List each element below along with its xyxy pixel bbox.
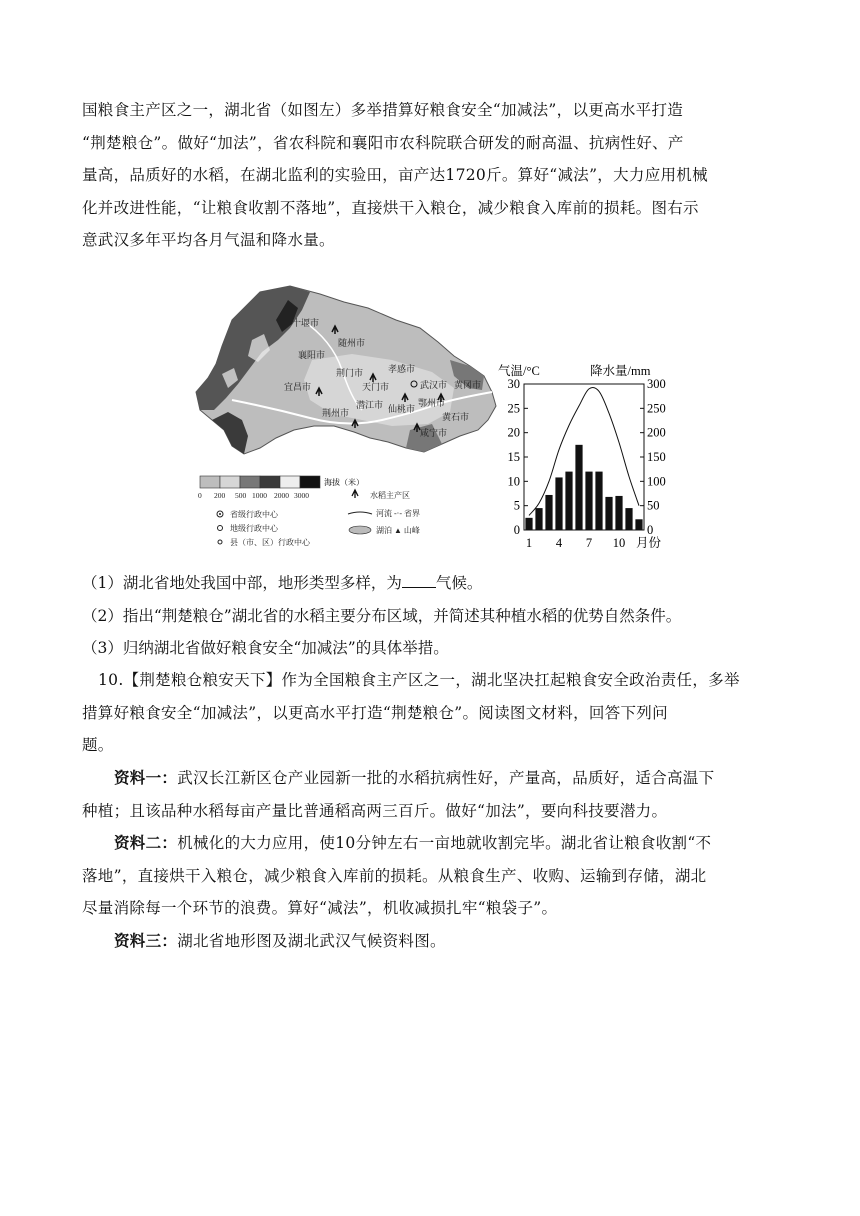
question-10 — [82, 664, 790, 762]
right-tick-label: 150 — [647, 450, 666, 464]
material-line: 机械化的大力应用，使10分钟左右一亩地就收割完毕。湖北省让粮食收割“不 — [177, 834, 712, 852]
legend-prefecture: 地级行政中心 — [230, 524, 278, 533]
intro-line: 量高，品质好的水稻，在湖北监利的实验田，亩产达1720斤。算好“减法”，大力应用机械 — [82, 166, 708, 184]
intro-line: “荆楚粮仓”。做好“加法”，省农科院和襄阳市农科院联合研发的耐高温、抗病性好、产 — [82, 133, 684, 152]
material-1-label: 资料一： — [114, 768, 178, 787]
precip-bar — [595, 472, 602, 530]
left-axis-label: 气温/°C — [498, 364, 540, 378]
right-tick-label: 250 — [647, 401, 666, 416]
right-tick-label: 100 — [647, 474, 666, 489]
precip-bar — [605, 497, 612, 530]
legend-elevation-tick: 2000 — [274, 491, 289, 500]
legend-provincial: 省级行政中心 — [230, 510, 278, 519]
city-label: 黄石市 — [442, 412, 470, 422]
city-label: 荆州市 — [322, 408, 350, 418]
figure-svg — [192, 280, 672, 555]
city-label: 仙桃市 — [388, 404, 416, 414]
legend-elevation-tick: 200 — [214, 491, 226, 500]
precip-bar — [585, 472, 592, 530]
left-tick-label: 10 — [507, 474, 520, 489]
intro-paragraph — [82, 94, 782, 257]
figure — [192, 280, 672, 559]
material-2 — [82, 827, 782, 925]
question-1-tail: 气候。 — [435, 574, 483, 592]
legend-elevation-tick: 0 — [198, 491, 202, 500]
x-axis-label: 月份 — [636, 536, 662, 550]
legend-river-border: 河流 -·- 省界 — [376, 509, 420, 518]
precip-bar — [615, 496, 622, 530]
question-2: （2）指出“荆楚粮仓”湖北省的水稻主要分布区域，并简述其种植水稻的优势自然条件。 — [82, 607, 682, 625]
precip-bars — [525, 445, 642, 530]
question-1-text: （1）湖北省地处我国中部，地形类型多样，为 — [82, 574, 402, 592]
city-label: 鄂州市 — [418, 398, 446, 408]
precip-bar — [565, 472, 572, 530]
city-label: 随州市 — [338, 338, 366, 348]
city-label: 武汉市 — [420, 380, 448, 390]
right-tick-label: 300 — [647, 377, 666, 391]
x-tick-label: 4 — [555, 536, 563, 550]
city-label: 天门市 — [362, 382, 390, 392]
left-tick-label: 20 — [507, 425, 520, 440]
x-tick-label: 1 — [525, 536, 533, 550]
left-ticks — [508, 377, 529, 537]
precip-bar — [535, 508, 542, 530]
material-1 — [82, 762, 782, 827]
legend-prefecture-symbol — [218, 526, 223, 531]
left-tick-label: 30 — [507, 377, 520, 391]
left-tick-label: 15 — [507, 450, 520, 464]
legend-county: 县（市、区）行政中心 — [230, 538, 310, 547]
q10-line: 题。 — [82, 736, 114, 754]
left-tick-label: 5 — [513, 498, 520, 513]
city-label: 宜昌市 — [284, 382, 312, 392]
precip-bar — [635, 519, 642, 530]
legend-elevation-tick: 3000 — [294, 491, 309, 500]
city-label: 黄冈市 — [454, 380, 482, 390]
x-tick-label: 7 — [585, 536, 593, 550]
precip-bar — [545, 495, 552, 530]
precip-bar — [575, 445, 582, 530]
material-3 — [82, 925, 782, 958]
legend-rice: 水稻主产区 — [370, 491, 410, 500]
material-line: 种植；且该品种水稻每亩产量比普通稻高两三百斤。做好“加法”，要向科技要潜力。 — [82, 801, 668, 820]
q10-line: 措算好粮食安全“加减法”，以更高水平打造“荆楚粮仓”。阅读图文材料，回答下列问 — [82, 703, 668, 722]
right-tick-label: 0 — [647, 523, 654, 537]
material-line: 武汉长江新区仓产业园新一批的水稻抗病性好，产量高，品质好，适合高温下 — [177, 769, 715, 787]
legend-elevation-tick: 500 — [235, 491, 247, 500]
material-2-label: 资料二： — [114, 833, 178, 852]
answer-blank[interactable] — [402, 573, 436, 588]
precip-bar — [555, 477, 562, 530]
city-label: 十堰市 — [292, 318, 320, 328]
question-3: （3）归纳湖北省做好粮食安全“加减法”的具体举措。 — [82, 639, 449, 657]
lake-icon — [349, 526, 371, 534]
intro-line: 国粮食主产区之一，湖北省（如图左）多举措算好粮食安全“加减法”，以更高水平打造 — [82, 101, 684, 119]
legend-elevation-title: 海拔（米） — [324, 478, 364, 487]
q10-line: 10.【荆楚粮仓粮安天下】作为全国粮食主产区之一，湖北坚决扛起粮食安全政治责任，多举 — [98, 671, 740, 689]
legend-lake-peak: 湖泊 ▲ 山峰 — [376, 526, 420, 535]
x-ticks — [526, 536, 625, 550]
city-label: 咸宁市 — [420, 428, 448, 438]
hubei-map — [196, 286, 496, 454]
x-tick-label: 10 — [612, 536, 626, 550]
intro-line: 化并改进性能，“让粮食收割不落地”，直接烘干入粮仓，减少粮食入库前的损耗。图右示 — [82, 198, 699, 217]
left-tick-label: 25 — [507, 401, 520, 416]
left-tick-label: 0 — [513, 523, 520, 537]
material-line: 湖北省地形图及湖北武汉气候资料图。 — [177, 932, 446, 950]
material-line: 落地”，直接烘干入粮仓，减少粮食入库前的损耗。从粮食生产、收购、运输到存储，湖北 — [82, 866, 707, 885]
city-label: 孝感市 — [388, 364, 416, 374]
map-legend — [198, 476, 420, 547]
city-label: 荆门市 — [336, 368, 364, 378]
legend-elevation-tick: 1000 — [252, 491, 267, 500]
right-axis-label: 降水量/mm — [590, 364, 651, 378]
climate-chart — [498, 363, 666, 550]
legend-county-symbol — [218, 540, 222, 544]
city-label: 潜江市 — [356, 400, 384, 410]
question-1 — [82, 571, 482, 593]
rice-icon — [352, 490, 358, 498]
material-line: 尽量消除每一个环节的浪费。算好“减法”，机收减损扎牢“粮袋子”。 — [82, 899, 558, 917]
intro-line: 意武汉多年平均各月气温和降水量。 — [82, 231, 335, 249]
river-icon — [348, 512, 372, 514]
material-3-label: 资料三： — [114, 931, 178, 950]
precip-bar — [525, 518, 532, 530]
right-tick-label: 200 — [647, 425, 666, 440]
right-tick-label: 50 — [647, 498, 660, 513]
city-label: 襄阳市 — [298, 350, 326, 360]
precip-bar — [625, 508, 632, 530]
